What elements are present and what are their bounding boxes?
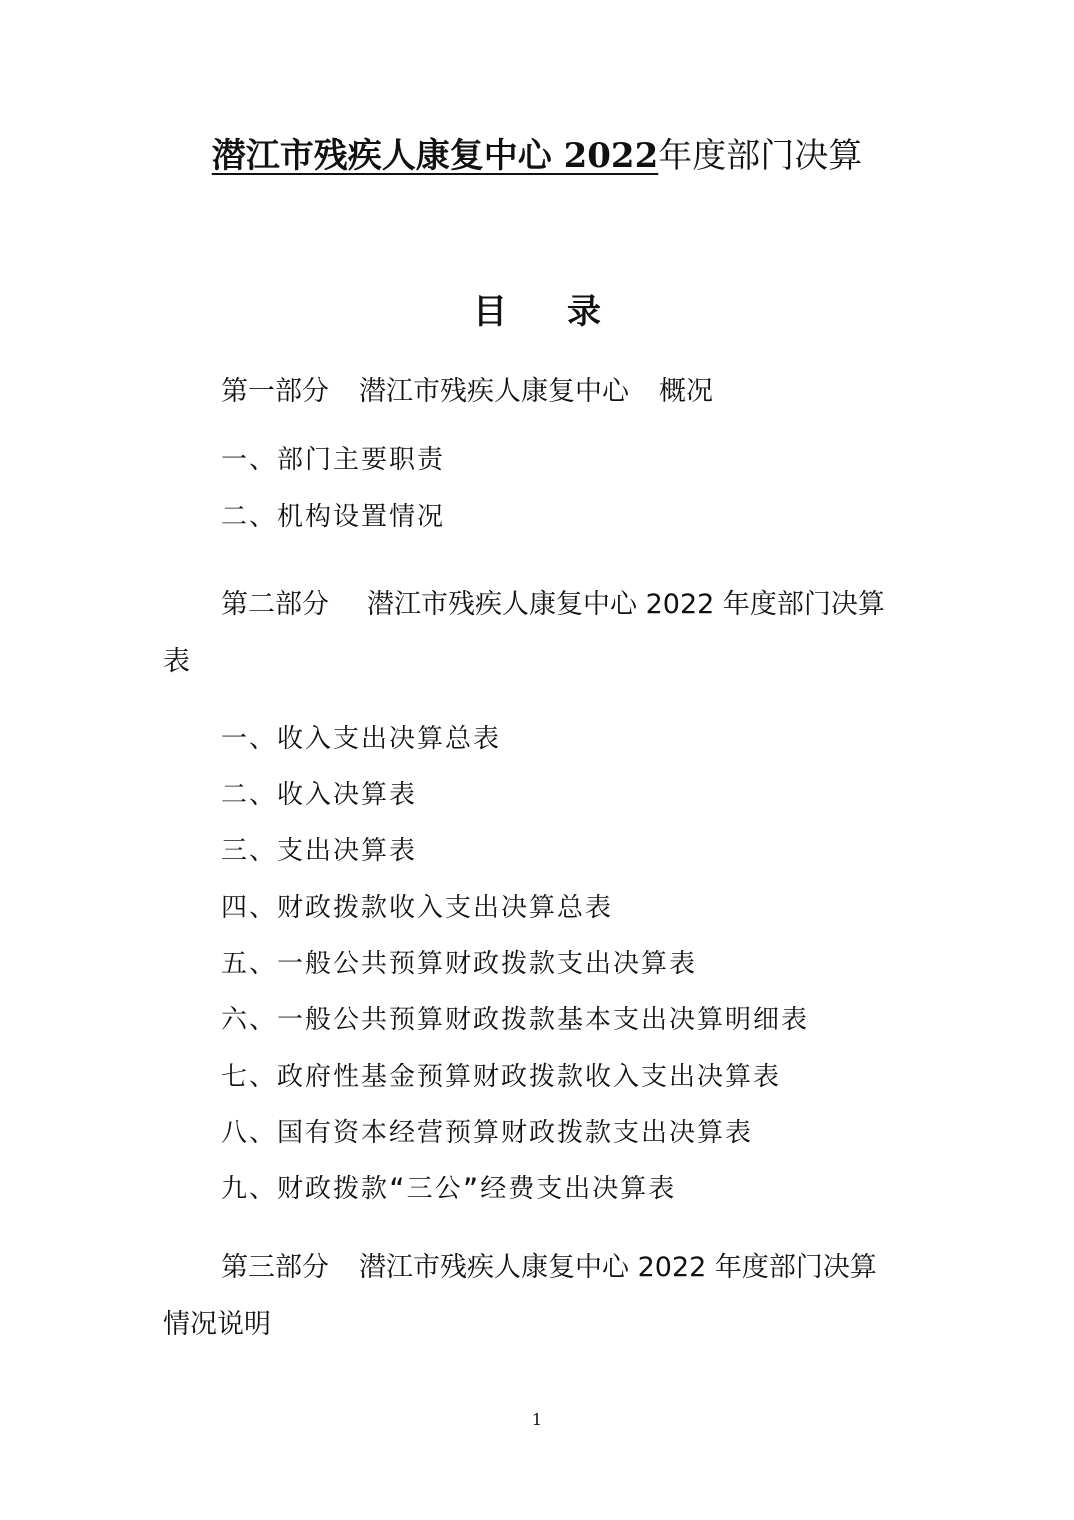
- part3-text: 潜江市残疾人康复中心 2022 年度部门决算: [359, 1252, 877, 1283]
- part1-subject: 概况: [659, 376, 713, 407]
- part1-label: 第一部分: [221, 376, 329, 407]
- part2-item: 七、政府性基金预算财政拨款收入支出决算表: [221, 1062, 782, 1092]
- part2-item: 九、财政拨款“三公”经费支出决算表: [221, 1174, 677, 1204]
- part2-item: 八、国有资本经营预算财政拨款支出决算表: [221, 1118, 754, 1148]
- part3-heading: [221, 1248, 877, 1288]
- part2-item: 三、支出决算表: [221, 836, 418, 866]
- part2-text: 潜江市残疾人康复中心 2022 年度部门决算: [367, 589, 885, 620]
- part2-item: 二、收入决算表: [221, 780, 418, 810]
- part3-label: 第三部分: [221, 1252, 329, 1283]
- part2-item: 一、收入支出决算总表: [221, 724, 502, 754]
- document-title-rest: 年度部门决算: [658, 136, 863, 176]
- part1-item: 一、部门主要职责: [221, 445, 446, 475]
- part1-item: 二、机构设置情况: [221, 502, 446, 532]
- part2-item: 六、一般公共预算财政拨款基本支出决算明细表: [221, 1005, 810, 1035]
- part3-heading-continuation: 情况说明: [163, 1309, 271, 1340]
- document-title: [0, 128, 1074, 184]
- part2-item: 四、财政拨款收入支出决算总表: [221, 893, 614, 923]
- page-number: 1: [531, 1410, 543, 1429]
- part2-item: 五、一般公共预算财政拨款支出决算表: [221, 949, 698, 979]
- part2-heading: [221, 585, 885, 625]
- part2-heading-continuation: 表: [163, 646, 190, 677]
- part1-org: 潜江市残疾人康复中心: [359, 376, 629, 407]
- part1-heading: [221, 372, 713, 412]
- part2-label: 第二部分: [221, 589, 329, 620]
- toc-heading: 目录: [473, 292, 661, 332]
- document-title-underlined: 潜江市残疾人康复中心 2022: [211, 136, 659, 176]
